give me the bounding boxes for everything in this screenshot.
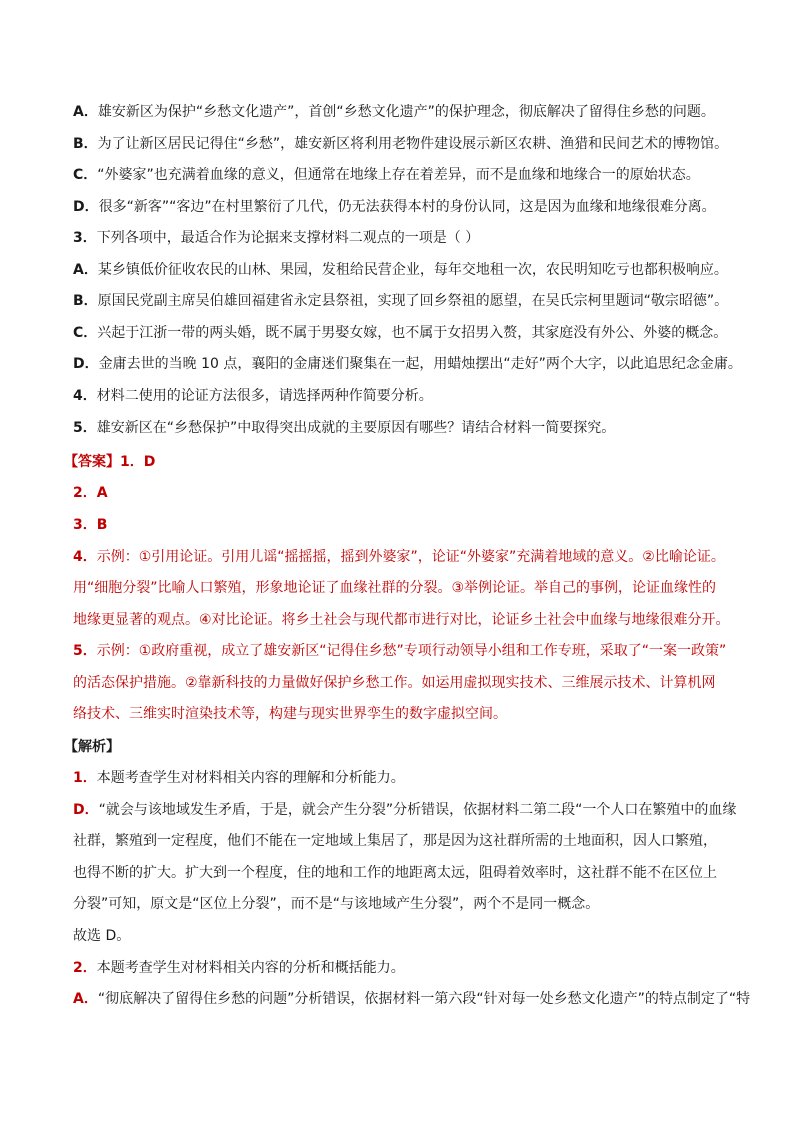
answer-2: 2．A <box>73 485 108 501</box>
option-b: B．原国民党副主席吴伯雄回福建省永定县祭祖，实现了回乡祭祖的愿望，在吴氏宗柯里题词“敬宗昭德”。 <box>73 293 729 309</box>
answer-3: 3．B <box>73 517 108 533</box>
answer-5-cont: 的活态保护措施。②靠新科技的力量做好保护乡愁工作。如运用虚拟现实技术、三维展示技术、计算机网 <box>73 675 716 691</box>
question-text: 下列各项中，最适合作为论据来支撑材料二观点的一项是（ ） <box>96 230 480 246</box>
option-text: 兴起于江浙一带的两头婚，既不属于男娶女嫁，也不属于女招男入赘，其家庭没有外公、外婆的概念。 <box>97 325 728 341</box>
analysis-1: 1．本题考查学生对材料相关内容的理解和分析能力。 <box>73 770 405 786</box>
answer-5: 5．示例：①政府重视，成立了雄安新区“记得住乡愁”专项行动领导小组和工作专班，采取了“一案一政策” <box>73 643 727 659</box>
option-text: 为了让新区居民记得住“乡愁”，雄安新区将利用老物件建设展示新区农耕、渔猎和民间艺术的博物馆。 <box>97 136 729 152</box>
answer-heading-line: 【答案】1．D <box>64 454 156 470</box>
analysis-heading: 【解析】 <box>64 739 120 755</box>
analysis-cont: 分裂”可知，原文是“区位上分裂”，而不是“与该地域产生分裂”，两个不是同一概念。 <box>73 896 600 912</box>
analysis-d: D．“就会与该地域发生矛盾，于是，就会产生分裂”分析错误，依据材料二第二段“一个人口在繁殖中的血缘 <box>73 802 737 818</box>
option-text: 很多“新客”“客边”在村里繁衍了几代，仍无法获得本村的身份认同，这是因为血缘和地缘很难分离。 <box>98 199 716 215</box>
option-text: 雄安新区为保护“乡愁文化遗产”，首创“乡愁文化遗产”的保护理念，彻底解决了留得住乡愁的问题。 <box>97 104 715 120</box>
answer-heading: 【答案】 <box>64 454 120 470</box>
answer-5-cont: 络技术、三维实时渲染技术等，构建与现实世界孪生的数字虚拟空间。 <box>73 706 507 722</box>
option-text: 原国民党副主席吴伯雄回福建省永定县祭祖，实现了回乡祭祖的愿望，在吴氏宗柯里题词“敬宗昭德”。 <box>97 293 729 309</box>
option-b: B．为了让新区居民记得住“乡愁”，雄安新区将利用老物件建设展示新区农耕、渔猎和民间艺术的博物馆。 <box>73 136 729 152</box>
option-text: 某乡镇低价征收农民的山林、果园，发租给民营企业，每年交地租一次，农民明知吃亏也都积极响应。 <box>97 262 728 278</box>
analysis-a: A．“彻底解决了留得住乡愁的问题”分析错误，依据材料一第六段“针对每一处乡愁文化遗产”的特点制定了“特 <box>73 991 751 1007</box>
answer-1: D <box>143 454 156 470</box>
question-5: 5．雄安新区在“乡愁保护”中取得突出成就的主要原因有哪些？请结合材料一简要探究。 <box>73 420 616 436</box>
option-a: A．某乡镇低价征收农民的山林、果园，发租给民营企业，每年交地租一次，农民明知吃亏也都积极响应。 <box>73 262 728 278</box>
option-c: C．“外婆家”也充满着血缘的意义，但通常在地缘上存在着差异，而不是血缘和地缘合一的原始状态。 <box>73 167 700 183</box>
question-4: 4．材料二使用的论证方法很多，请选择两种作简要分析。 <box>73 388 433 404</box>
answer-4-cont: 用“细胞分裂”比喻人口繁殖，形象地论证了血缘社群的分裂。③举例论证。举自己的事例，论证血缘性的 <box>73 580 717 596</box>
option-d: D．很多“新客”“客边”在村里繁衍了几代，仍无法获得本村的身份认同，这是因为血缘和地缘很难分离。 <box>73 199 716 215</box>
analysis-2: 2．本题考查学生对材料相关内容的分析和概括能力。 <box>73 960 405 976</box>
option-c: C．兴起于江浙一带的两头婚，既不属于男娶女嫁，也不属于女招男入赘，其家庭没有外公、外婆的概念。 <box>73 325 728 341</box>
answer-4: 4．示例：①引用论证。引用儿谣“摇摇摇，摇到外婆家”，论证“外婆家”充满着地域的意义。②比喻论证。 <box>73 549 725 565</box>
analysis-cont: 社群，繁殖到一定程度，他们不能在一定地域上集居了，那是因为这社群所需的土地面积，因人口繁殖， <box>73 833 717 849</box>
option-a: A．雄安新区为保护“乡愁文化遗产”，首创“乡愁文化遗产”的保护理念，彻底解决了留得住乡愁的问题。 <box>73 104 715 120</box>
option-text: “外婆家”也充满着血缘的意义，但通常在地缘上存在着差异，而不是血缘和地缘合一的原始状态。 <box>97 167 700 183</box>
answer-4-cont: 地缘更显著的观点。④对比论证。将乡土社会与现代都市进行对比，论证乡土社会中血缘与地缘很难分开。 <box>73 612 730 628</box>
question-text: 材料二使用的论证方法很多，请选择两种作简要分析。 <box>96 388 433 404</box>
question-text: 雄安新区在“乡愁保护”中取得突出成就的主要原因有哪些？请结合材料一简要探究。 <box>96 420 616 436</box>
analysis-conclusion: 故选 D。 <box>73 928 131 944</box>
option-d: D．金庸去世的当晚 10 点，襄阳的金庸迷们聚集在一起，用蜡烛摆出“走好”两个大字，以此追思纪念金庸。 <box>73 356 742 372</box>
option-text: 金庸去世的当晚 10 点，襄阳的金庸迷们聚集在一起，用蜡烛摆出“走好”两个大字，以此追思纪念金庸。 <box>98 356 742 372</box>
analysis-cont: 也得不断的扩大。扩大到一个程度，住的地和工作的地距离太远，阻碍着效率时，这社群不能不在区位上 <box>73 865 717 881</box>
question-3: 3．下列各项中，最适合作为论据来支撑材料二观点的一项是（ ） <box>73 230 480 246</box>
